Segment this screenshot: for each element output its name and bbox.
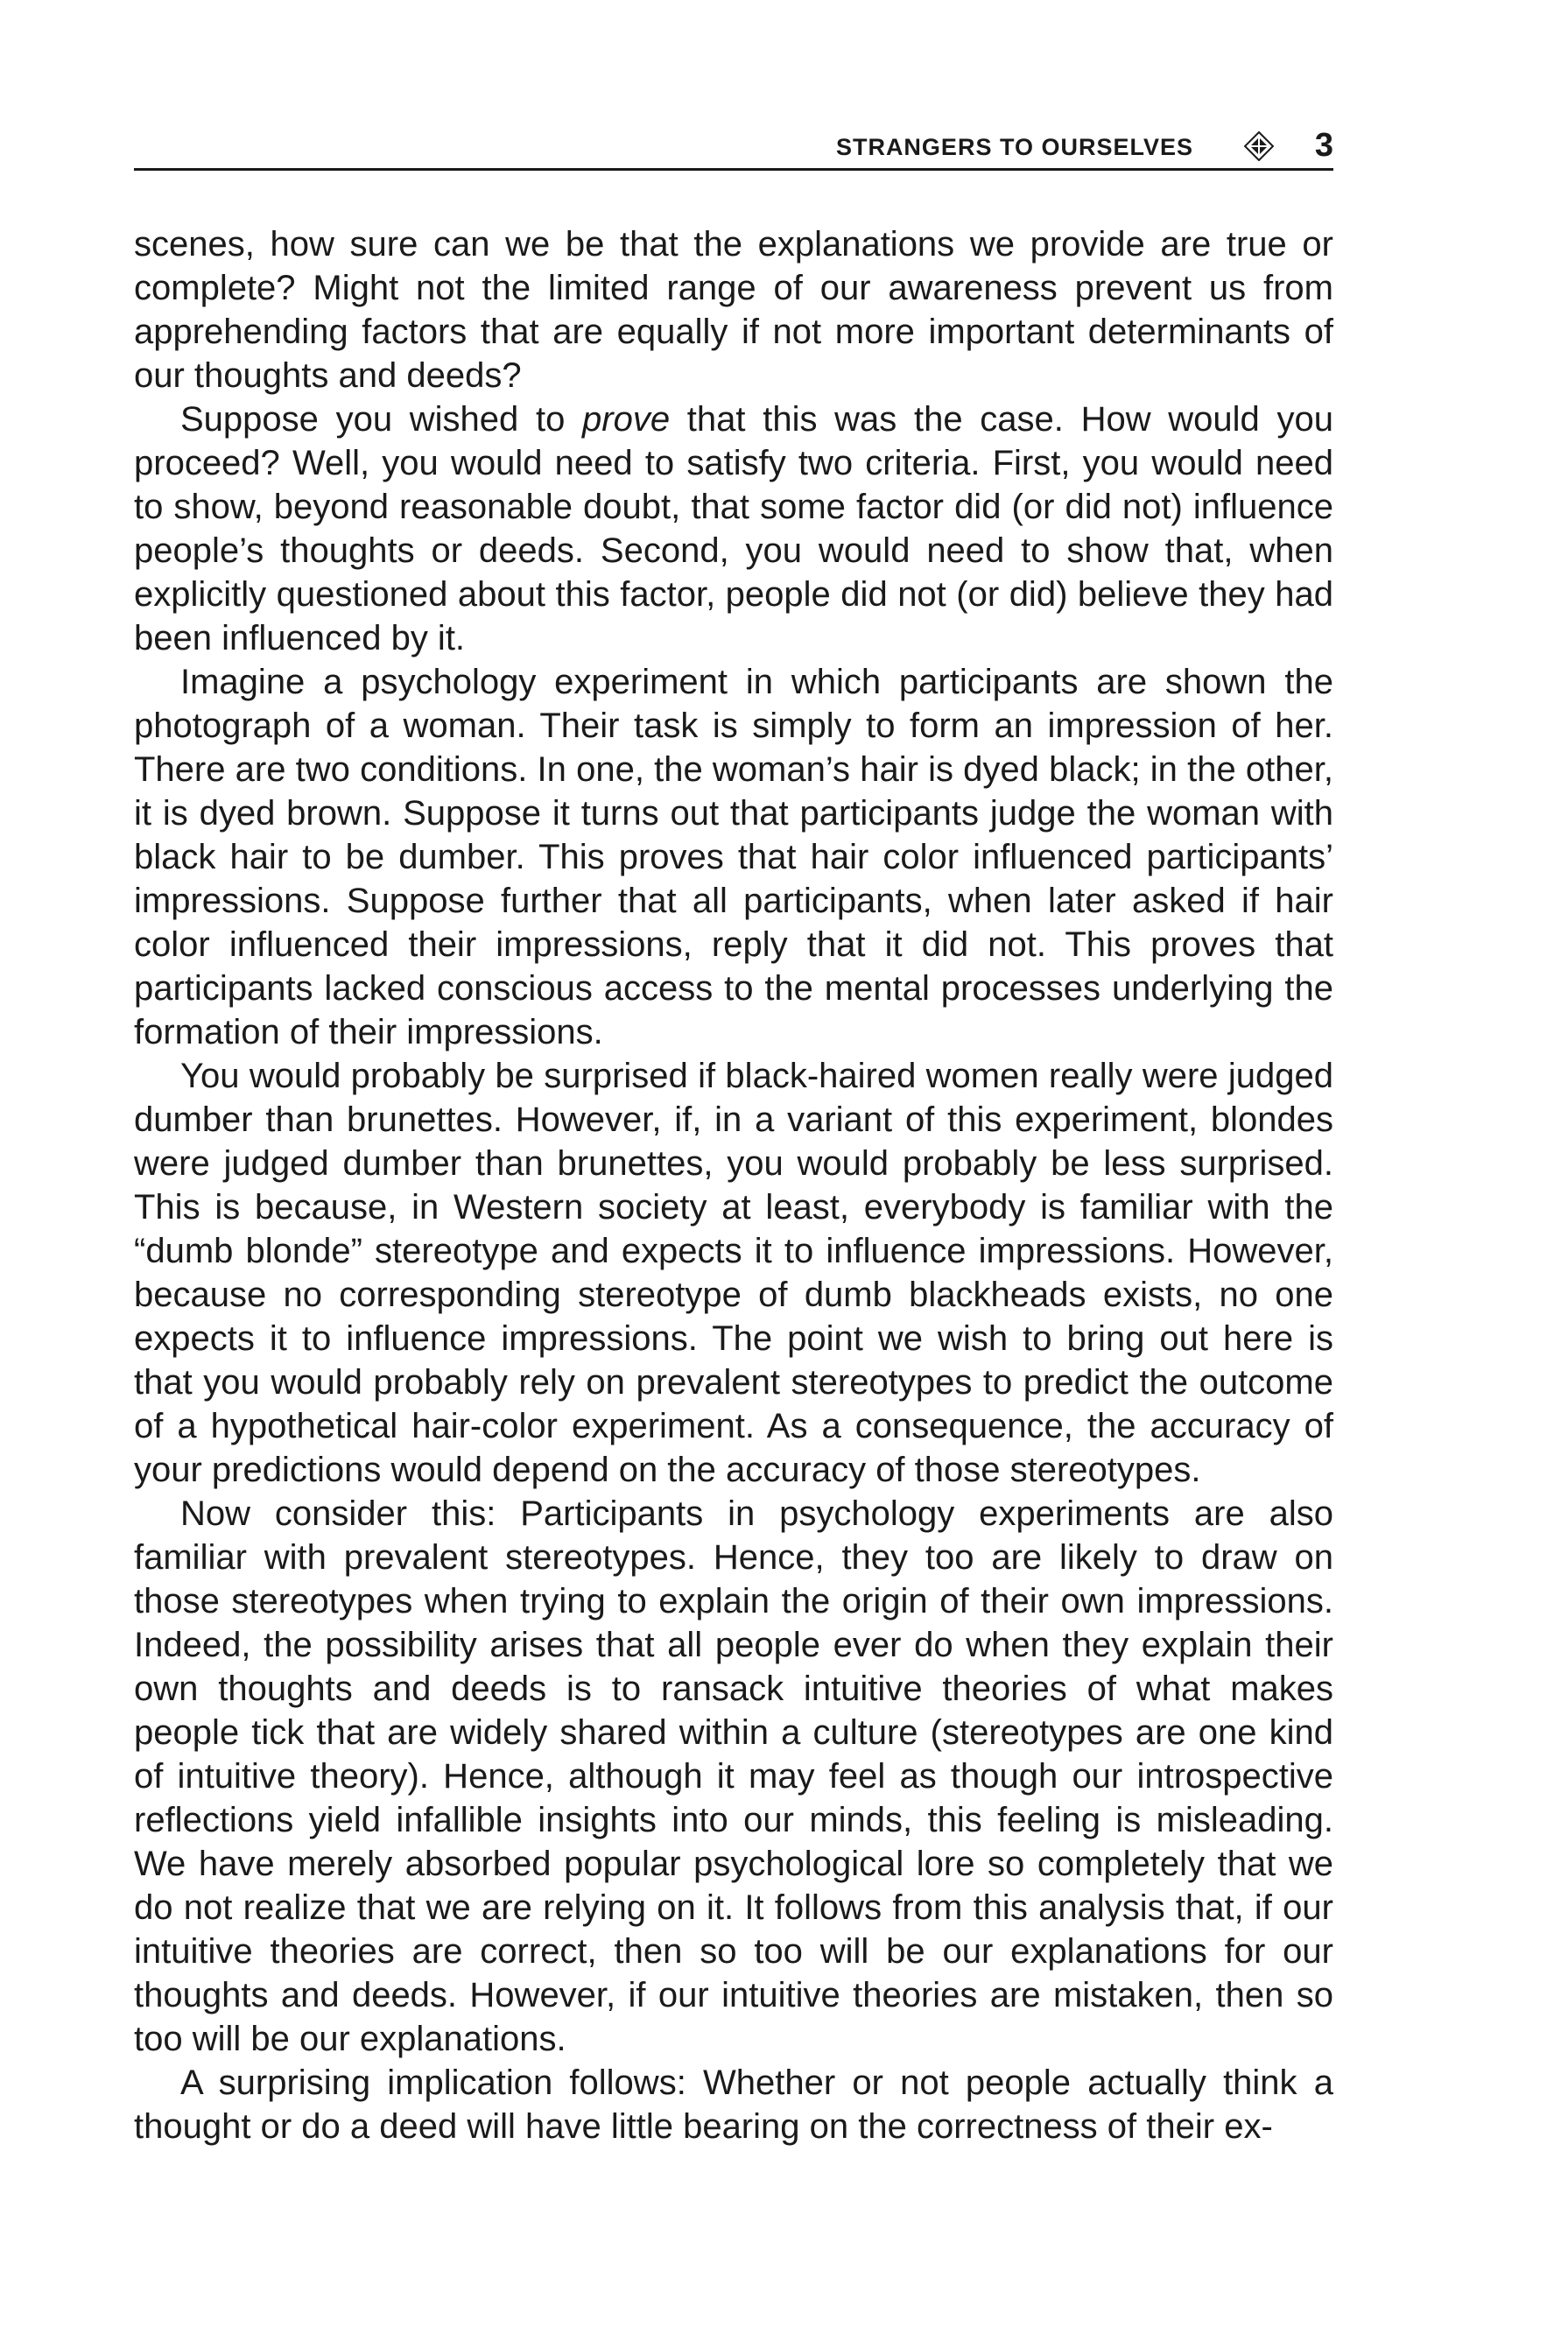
paragraph-continued: scenes, how sure can we be that the explanations we provide are true or complete? Might not the limited range of our awareness prevent us from apprehending factors that are equally if not more important determinants of our thoughts and deeds?	[134, 225, 1333, 395]
book-page	[134, 123, 1333, 2148]
paragraph-intuitive-theories: Now consider this: Participants in psychology experiments are also familiar with prevalent stereotypes. Hence, they too are likely to draw on those stereotypes when trying to explain the origin of their own impressions. Indeed, the possibility arises that all people ever do when they explain their own thoughts and deeds is to ransack intuitive theories of what makes people tick that are widely shared within a culture (stereotypes are one kind of intuitive theory). Hence, although it may feel as though our introspective reflections yield infallible insights into our minds, this feeling is misleading. We have merely absorbed popular psychological lore so completely that we do not realize that we are relying on it. It follows from this analysis that, if our intuitive theories are correct, then so too will be our explanations for our thoughts and deeds. However, if our intuitive theories are mistaken, then so too will be our explanations.	[134, 1494, 1333, 2058]
paragraph-experiment: Imagine a psychology experiment in which participants are shown the photograph of a woman. Their task is simply to form an impression of her. There are two conditions. In one, the woman’s hair is dyed black; in the other, it is dyed brown. Suppose it turns out that participants judge the woman with black hair to be dumber. This proves that hair color influenced participants’ impressions. Suppose further that all participants, when later asked if hair color influenced their impressions, reply that it did not. This proves that participants lacked conscious access to the mental processes underlying the formation of their impressions.	[134, 663, 1333, 1051]
running-head	[134, 123, 1333, 171]
paragraph-text: Suppose you wished to	[180, 400, 583, 439]
paragraph-implication: A surprising implication follows: Whether or not people actually think a thought or do a deed will have little bearing on the correctness of their ex-	[134, 2063, 1333, 2146]
emphasis-prove: prove	[582, 400, 671, 439]
running-title: STRANGERS TO OURSELVES	[835, 134, 1193, 160]
paragraph-stereotype: You would probably be surprised if black-haired women really were judged dumber than brunettes. However, if, in a variant of this experiment, blondes were judged dumber than brunettes, you would probably be less surprised. This is because, in Western society at least, everybody is familiar with the “dumb blonde” stereotype and expects it to influence impressions. However, because no corresponding stereotype of dumb blackheads exists, no one expects it to influence impressions. The point we wish to bring out here is that you would probably rely on prevalent stereotypes to predict the outcome of a hypothetical hair-color experiment. As a consequence, the accuracy of your predictions would depend on the accuracy of those stereotypes.	[134, 1057, 1333, 1489]
diamond-ornament-icon	[1244, 131, 1274, 161]
paragraph-prove	[134, 397, 1333, 660]
page-number: 3	[1314, 127, 1333, 164]
body-text	[134, 222, 1333, 2148]
paragraph-text: that this was the case. How would you proceed? Well, you would need to satisfy two criteria. First, you would need to show, beyond reasonable doubt, that some factor did (or did not) influence people’s thoughts or deeds. Second, you would need to show that, when explicitly questioned about this factor, people did not (or did) believe they had been influenced by it.	[134, 400, 1333, 657]
